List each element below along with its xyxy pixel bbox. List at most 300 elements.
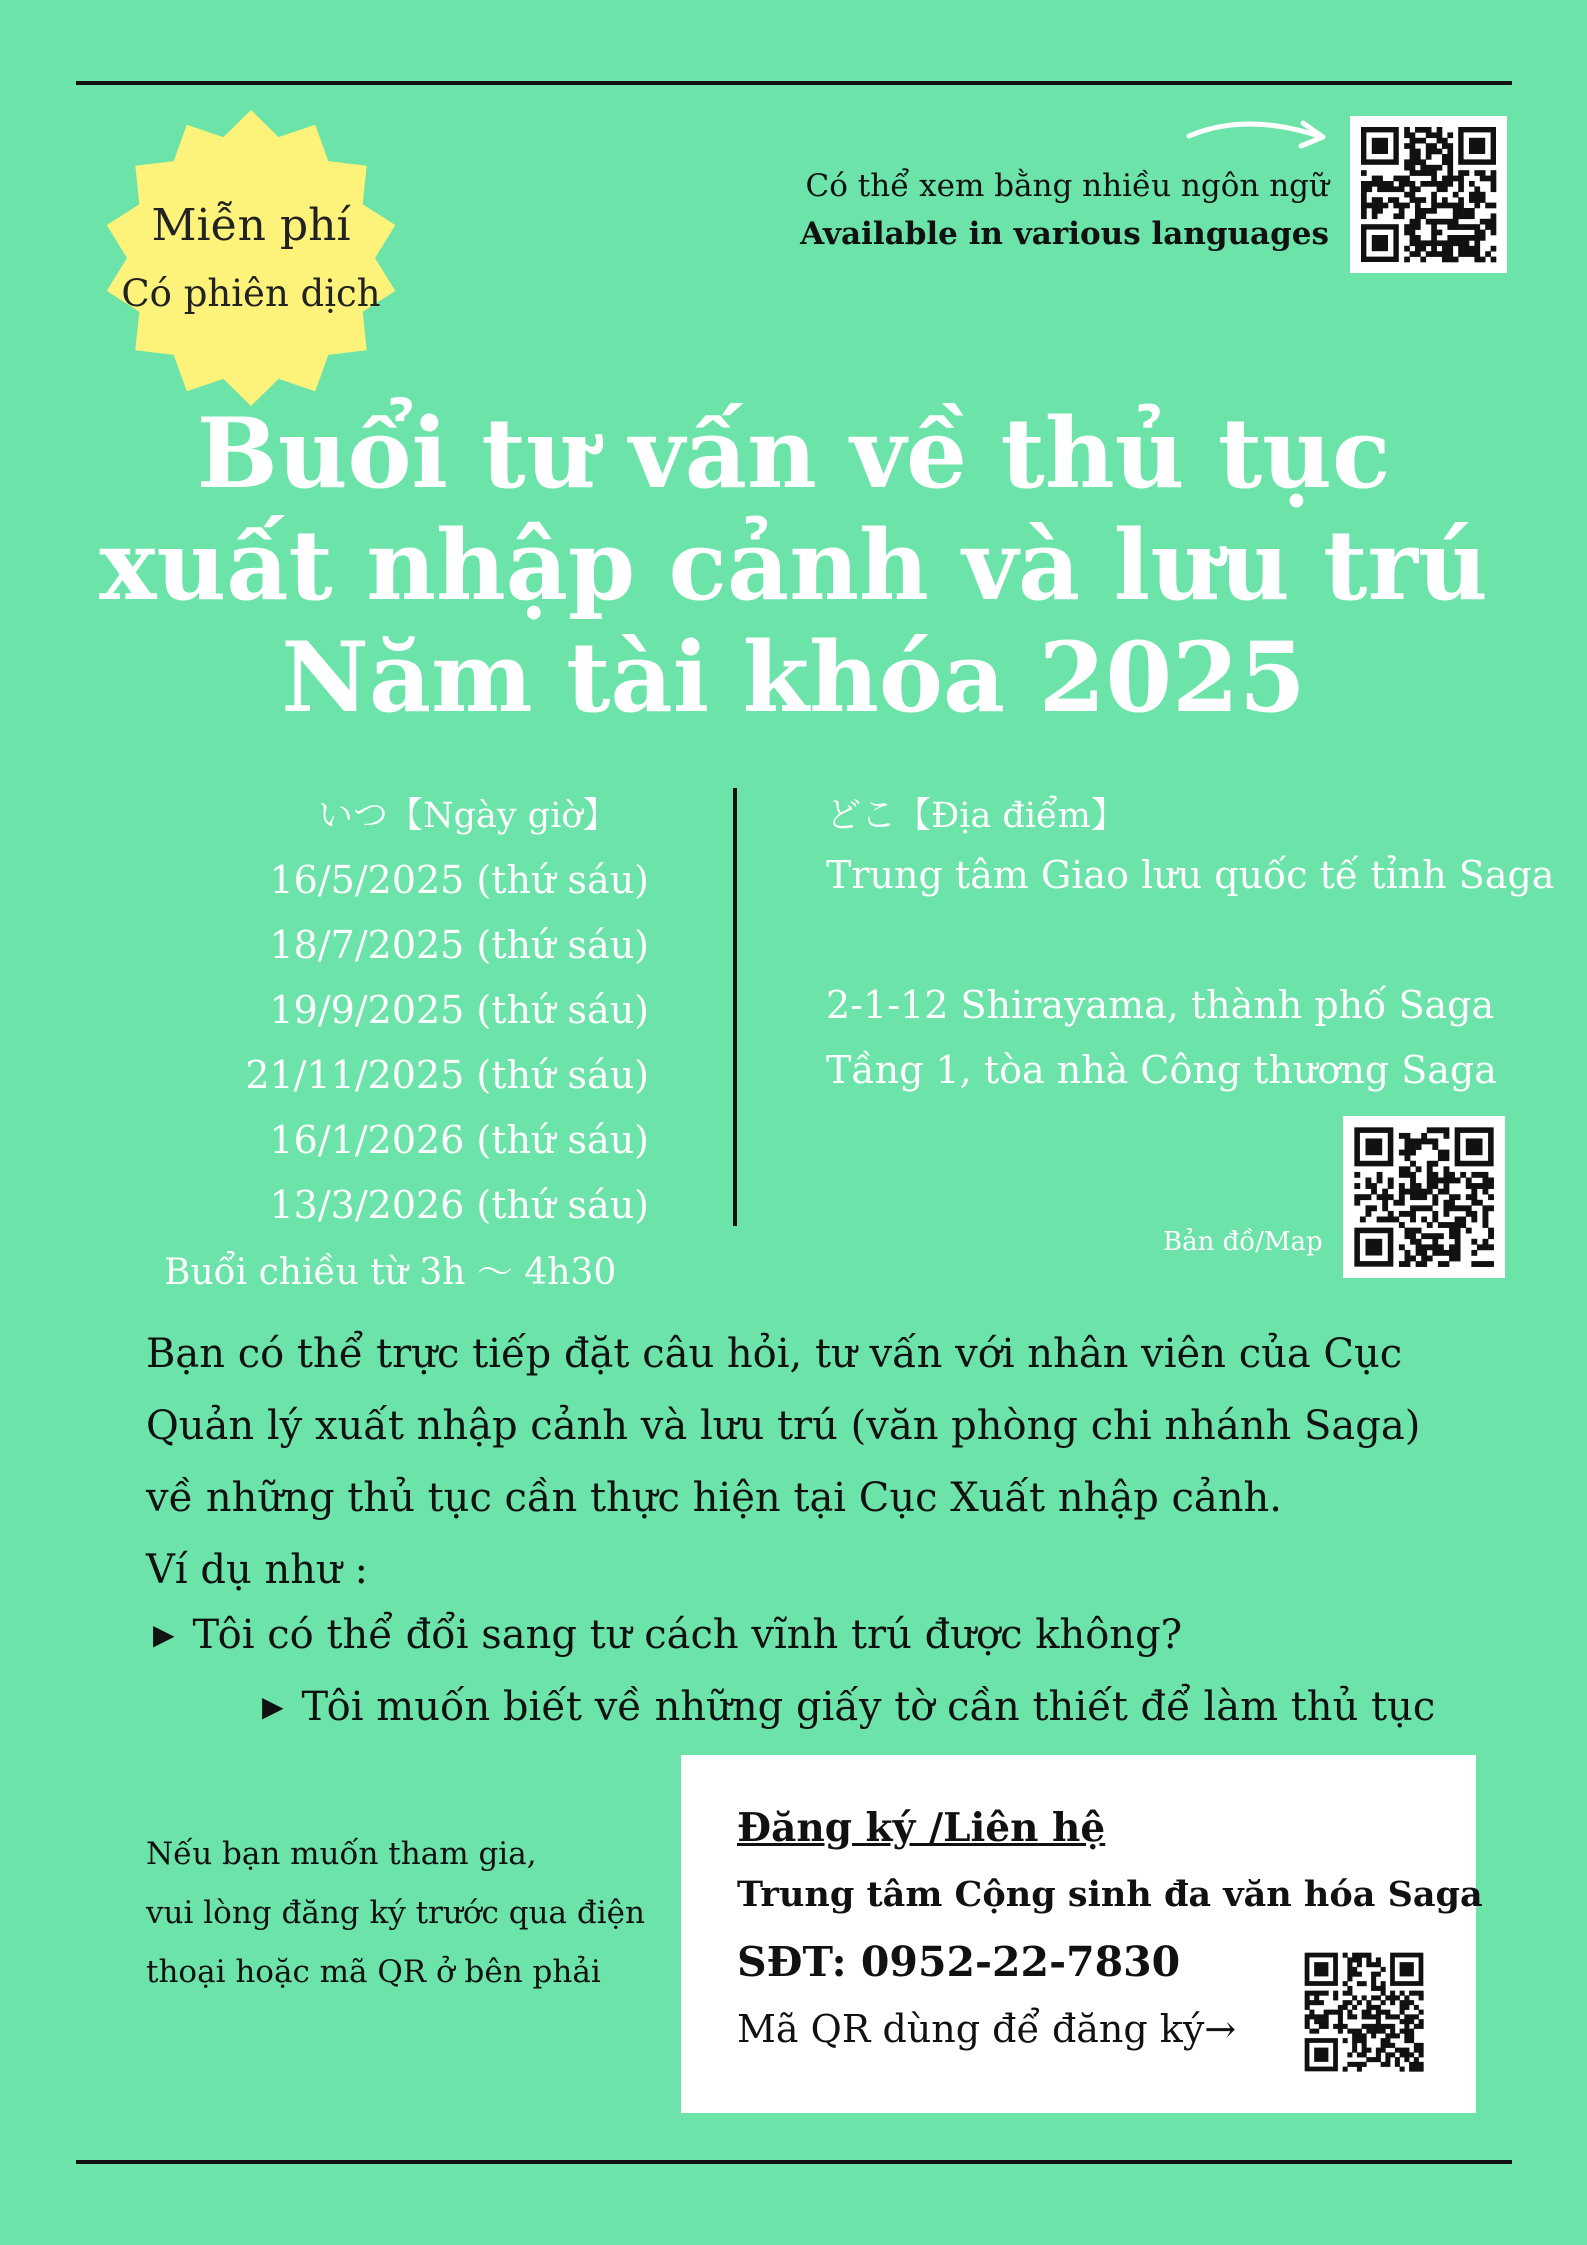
registration-qr-code[interactable] <box>1295 1943 1433 2081</box>
map-qr-code[interactable] <box>1343 1116 1505 1278</box>
qr-module <box>1426 170 1432 176</box>
qr-module <box>1385 2014 1390 2019</box>
qr-module <box>1410 197 1416 203</box>
qr-module <box>1352 2038 1357 2043</box>
qr-module <box>1404 257 1410 263</box>
qr-module <box>1419 2067 1424 2072</box>
qr-module <box>1416 1194 1422 1200</box>
qr-module <box>1352 2048 1357 2053</box>
qr-module <box>1416 1138 1422 1144</box>
qr-module <box>1410 1161 1416 1167</box>
qr-module <box>1347 2000 1352 2005</box>
qr-module <box>1372 197 1378 203</box>
qr-module <box>1447 176 1453 182</box>
qr-module <box>1376 2014 1381 2019</box>
qr-module <box>1453 203 1459 209</box>
qr-module <box>1438 1189 1444 1195</box>
qr-module <box>1352 2005 1357 2010</box>
qr-module <box>1491 186 1497 192</box>
qr-module <box>1366 2048 1371 2053</box>
qr-module <box>1469 251 1475 257</box>
qr-module <box>1458 170 1464 176</box>
qr-module <box>1438 1150 1444 1156</box>
qr-module <box>1404 230 1410 236</box>
qr-module <box>1447 149 1453 155</box>
qr-module <box>1431 246 1437 252</box>
qr-module <box>1343 1953 1348 1958</box>
qr-module <box>1343 2005 1348 2010</box>
qr-module <box>1381 2029 1386 2034</box>
qr-module <box>1319 2014 1324 2019</box>
qr-module <box>1404 2000 1409 2005</box>
qr-module <box>1404 1150 1410 1156</box>
qr-module <box>1366 1953 1371 1958</box>
qr-module <box>1483 1183 1489 1189</box>
qr-module <box>1404 1155 1410 1161</box>
qr-module <box>1399 1211 1405 1217</box>
qr-module <box>1416 1205 1422 1211</box>
qr-module <box>1366 1957 1371 1962</box>
qr-module <box>1420 197 1426 203</box>
qr-module <box>1362 2062 1367 2067</box>
qr-module <box>1362 2052 1367 2057</box>
qr-module <box>1385 2024 1390 2029</box>
qr-module <box>1471 1172 1477 1178</box>
qr-module <box>1381 1967 1386 1972</box>
qr-module <box>1426 251 1432 257</box>
qr-module <box>1399 208 1405 214</box>
example-bullet <box>262 1684 1435 1730</box>
qr-module <box>1442 186 1448 192</box>
qr-module <box>1471 1217 1477 1223</box>
column-divider <box>733 788 737 1226</box>
qr-finder-pattern <box>1365 1138 1382 1155</box>
qr-module <box>1409 1991 1414 1996</box>
qr-module <box>1427 1205 1433 1211</box>
qr-module <box>1438 1127 1444 1133</box>
qr-module <box>1416 1239 1422 1245</box>
qr-module <box>1469 208 1475 214</box>
qr-module <box>1421 1256 1427 1262</box>
qr-module <box>1469 224 1475 230</box>
qr-module <box>1385 2033 1390 2038</box>
qr-module <box>1362 2033 1367 2038</box>
qr-module <box>1460 1217 1466 1223</box>
qr-module <box>1383 181 1389 187</box>
qr-module <box>1444 1200 1450 1206</box>
qr-module <box>1362 2048 1367 2053</box>
qr-module <box>1458 251 1464 257</box>
qr-module <box>1399 1194 1405 1200</box>
qr-module <box>1464 251 1470 257</box>
qr-module <box>1427 1161 1433 1167</box>
qr-module <box>1419 1991 1424 1996</box>
qr-module <box>1404 192 1410 198</box>
qr-module <box>1444 1261 1450 1267</box>
qr-module <box>1404 1138 1410 1144</box>
example-bullet <box>153 1612 1182 1658</box>
qr-module <box>1455 1205 1461 1211</box>
qr-module <box>1354 1200 1360 1206</box>
qr-module <box>1404 127 1410 133</box>
qr-module <box>1455 1256 1461 1262</box>
qr-module <box>1410 224 1416 230</box>
qr-module <box>1447 181 1453 187</box>
qr-module <box>1449 1250 1455 1256</box>
qr-module <box>1458 213 1464 219</box>
qr-module <box>1347 2010 1352 2015</box>
qr-module <box>1388 186 1394 192</box>
qr-module <box>1426 149 1432 155</box>
qr-module <box>1343 2024 1348 2029</box>
qr-module <box>1404 2014 1409 2019</box>
qr-module <box>1399 1172 1405 1178</box>
qr-finder-pattern <box>1314 2048 1328 2062</box>
qr-module <box>1410 1177 1416 1183</box>
qr-module <box>1333 1991 1338 1996</box>
qr-module <box>1360 1194 1366 1200</box>
qr-module <box>1432 1233 1438 1239</box>
qr-module <box>1376 1995 1381 2000</box>
qr-module <box>1420 159 1426 165</box>
qr-module <box>1357 1957 1362 1962</box>
qr-module <box>1414 2043 1419 2048</box>
qr-module <box>1491 181 1497 187</box>
qr-module <box>1431 165 1437 171</box>
qr-module <box>1466 1205 1472 1211</box>
qr-module <box>1471 1200 1477 1206</box>
qr-module <box>1438 1222 1444 1228</box>
qr-module <box>1460 1172 1466 1178</box>
qr-module <box>1372 176 1378 182</box>
qr-module <box>1447 165 1453 171</box>
qr-module <box>1382 1194 1388 1200</box>
qr-module <box>1399 1133 1405 1139</box>
qr-module <box>1466 1211 1472 1217</box>
qr-module <box>1305 2014 1310 2019</box>
qr-module <box>1410 1194 1416 1200</box>
qr-module <box>1385 2038 1390 2043</box>
qr-module <box>1352 2014 1357 2019</box>
qr-module <box>1431 192 1437 198</box>
qr-module <box>1426 132 1432 138</box>
qr-module <box>1376 2024 1381 2029</box>
qr-module <box>1393 213 1399 219</box>
qr-module <box>1372 208 1378 214</box>
qr-module <box>1404 159 1410 165</box>
qr-module <box>1371 2029 1376 2034</box>
qr-module <box>1415 154 1421 160</box>
contact-phone[interactable]: SĐT: 0952-22-7830 <box>737 1938 1181 1986</box>
qr-module <box>1471 1239 1477 1245</box>
qr-module <box>1357 2000 1362 2005</box>
qr-module <box>1458 181 1464 187</box>
qr-module <box>1404 224 1410 230</box>
qr-module <box>1309 2000 1314 2005</box>
qr-module <box>1488 1177 1494 1183</box>
qr-finder-pattern <box>1372 138 1388 154</box>
qr-module <box>1421 1244 1427 1250</box>
qr-module <box>1416 1166 1422 1172</box>
date-item: 16/5/2025 (thứ sáu) <box>269 858 649 902</box>
qr-module <box>1362 2010 1367 2015</box>
contact-heading: Đăng ký /Liên hệ <box>737 1805 1106 1851</box>
qr-finder-pattern <box>1365 1239 1382 1256</box>
qr-module <box>1432 1244 1438 1250</box>
qr-module <box>1480 176 1486 182</box>
qr-code-icon <box>1295 1943 1433 2081</box>
triangle-bullet-icon: ▶ <box>262 1690 284 1723</box>
qr-module <box>1409 2033 1414 2038</box>
qr-module <box>1491 246 1497 252</box>
qr-module <box>1419 2024 1424 2029</box>
qr-module <box>1365 1183 1371 1189</box>
qr-module <box>1410 192 1416 198</box>
qr-module <box>1483 1222 1489 1228</box>
qr-module <box>1410 1256 1416 1262</box>
qr-module <box>1361 203 1367 209</box>
qr-module <box>1381 1986 1386 1991</box>
free-interpreter-badge <box>101 108 401 408</box>
qr-module <box>1377 197 1383 203</box>
qr-module <box>1410 1228 1416 1234</box>
qr-module <box>1357 1962 1362 1967</box>
qr-module <box>1404 2029 1409 2034</box>
qr-module <box>1414 2014 1419 2019</box>
qr-module <box>1385 2057 1390 2062</box>
qr-module <box>1437 240 1443 246</box>
qr-module <box>1371 1986 1376 1991</box>
title-line-1: Buổi tư vấn về thủ tục <box>196 397 1391 510</box>
qr-module <box>1447 224 1453 230</box>
qr-module <box>1427 1138 1433 1144</box>
qr-module <box>1410 181 1416 187</box>
qr-module <box>1438 1250 1444 1256</box>
qr-module <box>1480 219 1486 225</box>
qr-module <box>1314 1995 1319 2000</box>
qr-module <box>1453 224 1459 230</box>
qr-module <box>1376 2005 1381 2010</box>
badge-interpreter-label: Có phiên dịch <box>121 272 381 315</box>
qr-module <box>1415 149 1421 155</box>
qr-module <box>1362 2014 1367 2019</box>
qr-module <box>1444 1177 1450 1183</box>
language-qr-code[interactable] <box>1350 116 1507 273</box>
qr-module <box>1410 1205 1416 1211</box>
qr-module <box>1357 2052 1362 2057</box>
qr-module <box>1393 1200 1399 1206</box>
qr-module <box>1409 2052 1414 2057</box>
qr-module <box>1366 2005 1371 2010</box>
qr-module <box>1371 2014 1376 2019</box>
triangle-bullet-icon: ▶ <box>153 1618 175 1651</box>
qr-module <box>1404 1261 1410 1267</box>
qr-module <box>1376 2019 1381 2024</box>
qr-module <box>1426 165 1432 171</box>
qr-module <box>1382 1205 1388 1211</box>
contact-organization: Trung tâm Cộng sinh đa văn hóa Saga <box>737 1874 1483 1915</box>
qr-module <box>1431 235 1437 241</box>
qr-module <box>1471 1211 1477 1217</box>
qr-module <box>1361 197 1367 203</box>
qr-module <box>1395 1995 1400 2000</box>
qr-module <box>1447 257 1453 263</box>
qr-module <box>1437 132 1443 138</box>
qr-module <box>1343 2067 1348 2072</box>
qr-module <box>1357 2062 1362 2067</box>
qr-module <box>1399 1244 1405 1250</box>
qr-module <box>1460 1222 1466 1228</box>
qr-module <box>1404 2033 1409 2038</box>
qr-module <box>1354 1194 1360 1200</box>
qr-module <box>1415 213 1421 219</box>
qr-module <box>1410 186 1416 192</box>
qr-module <box>1381 2038 1386 2043</box>
qr-module <box>1453 192 1459 198</box>
multi-language-en: Available in various languages <box>800 216 1329 252</box>
qr-module <box>1483 1205 1489 1211</box>
qr-module <box>1474 197 1480 203</box>
qr-module <box>1444 1155 1450 1161</box>
qr-module <box>1421 1205 1427 1211</box>
qr-module <box>1371 2024 1376 2029</box>
qr-module <box>1365 1177 1371 1183</box>
qr-module <box>1376 2057 1381 2062</box>
qr-module <box>1442 143 1448 149</box>
qr-module <box>1431 181 1437 187</box>
qr-module <box>1410 230 1416 236</box>
qr-module <box>1365 1205 1371 1211</box>
qr-module <box>1365 1211 1371 1217</box>
qr-module <box>1437 186 1443 192</box>
qr-module <box>1483 1177 1489 1183</box>
qr-module <box>1410 132 1416 138</box>
qr-module <box>1410 138 1416 144</box>
qr-module <box>1432 1127 1438 1133</box>
qr-module <box>1416 1250 1422 1256</box>
qr-module <box>1491 213 1497 219</box>
description-line: về những thủ tục cần thực hiện tại Cục Xuất nhập cảnh. <box>146 1475 1282 1521</box>
qr-module <box>1447 170 1453 176</box>
qr-module <box>1431 197 1437 203</box>
qr-module <box>1376 2010 1381 2015</box>
venue-name: Trung tâm Giao lưu quốc tế tỉnh Saga <box>826 853 1555 897</box>
contact-box <box>681 1755 1483 2113</box>
qr-module <box>1449 1205 1455 1211</box>
qr-module <box>1338 2029 1343 2034</box>
qr-module <box>1431 224 1437 230</box>
qr-module <box>1474 186 1480 192</box>
qr-module <box>1305 1991 1310 1996</box>
qr-module <box>1410 1239 1416 1245</box>
qr-finder-pattern <box>1314 1962 1328 1976</box>
qr-module <box>1409 2019 1414 2024</box>
qr-module <box>1410 1217 1416 1223</box>
qr-module <box>1458 186 1464 192</box>
qr-module <box>1376 1986 1381 1991</box>
qr-module <box>1366 2014 1371 2019</box>
qr-module <box>1442 203 1448 209</box>
qr-module <box>1357 1981 1362 1986</box>
qr-module <box>1419 2019 1424 2024</box>
qr-module <box>1474 170 1480 176</box>
qr-module <box>1449 1228 1455 1234</box>
qr-module <box>1319 2019 1324 2024</box>
qr-module <box>1347 1957 1352 1962</box>
qr-module <box>1393 176 1399 182</box>
qr-module <box>1357 1972 1362 1977</box>
qr-module <box>1453 235 1459 241</box>
qr-module <box>1357 2029 1362 2034</box>
qr-finder-pattern <box>1466 1138 1483 1155</box>
qr-module <box>1416 1261 1422 1267</box>
qr-module <box>1447 219 1453 225</box>
qr-module <box>1365 1194 1371 1200</box>
qr-module <box>1383 186 1389 192</box>
qr-module <box>1390 2000 1395 2005</box>
qr-module <box>1421 1194 1427 1200</box>
qr-module <box>1388 197 1394 203</box>
qr-module <box>1399 1189 1405 1195</box>
qr-module <box>1404 2019 1409 2024</box>
qr-module <box>1409 2067 1414 2072</box>
qr-module <box>1453 240 1459 246</box>
qr-module <box>1410 1189 1416 1195</box>
qr-module <box>1347 2029 1352 2034</box>
qr-module <box>1305 2019 1310 2024</box>
qr-module <box>1471 1261 1477 1267</box>
registration-note <box>146 1825 645 2002</box>
qr-module <box>1455 1239 1461 1245</box>
qr-module <box>1464 240 1470 246</box>
qr-module <box>1347 2052 1352 2057</box>
qr-module <box>1466 1228 1472 1234</box>
qr-module <box>1371 1183 1377 1189</box>
qr-module <box>1431 219 1437 225</box>
qr-module <box>1469 213 1475 219</box>
qr-module <box>1354 1183 1360 1189</box>
qr-module <box>1371 2005 1376 2010</box>
qr-module <box>1444 1222 1450 1228</box>
starburst-shape <box>101 108 401 408</box>
qr-module <box>1426 219 1432 225</box>
qr-module <box>1410 235 1416 241</box>
qr-module <box>1438 1261 1444 1267</box>
qr-module <box>1477 1172 1483 1178</box>
qr-module <box>1421 1250 1427 1256</box>
qr-module <box>1444 1127 1450 1133</box>
qr-module <box>1420 208 1426 214</box>
qr-module <box>1357 2067 1362 2072</box>
qr-module <box>1376 1972 1381 1977</box>
qr-module <box>1491 224 1497 230</box>
qr-module <box>1362 2024 1367 2029</box>
qr-module <box>1432 1194 1438 1200</box>
qr-module <box>1421 1261 1427 1267</box>
qr-module <box>1453 208 1459 214</box>
qr-module <box>1427 1244 1433 1250</box>
qr-module <box>1431 132 1437 138</box>
when-heading: いつ【Ngày giờ】 <box>318 796 618 836</box>
qr-module <box>1480 197 1486 203</box>
qr-module <box>1404 1228 1410 1234</box>
qr-module <box>1415 224 1421 230</box>
qr-module <box>1415 127 1421 133</box>
qr-module <box>1324 2010 1329 2015</box>
qr-module <box>1361 186 1367 192</box>
qr-module <box>1483 1244 1489 1250</box>
qr-module <box>1419 2010 1424 2015</box>
